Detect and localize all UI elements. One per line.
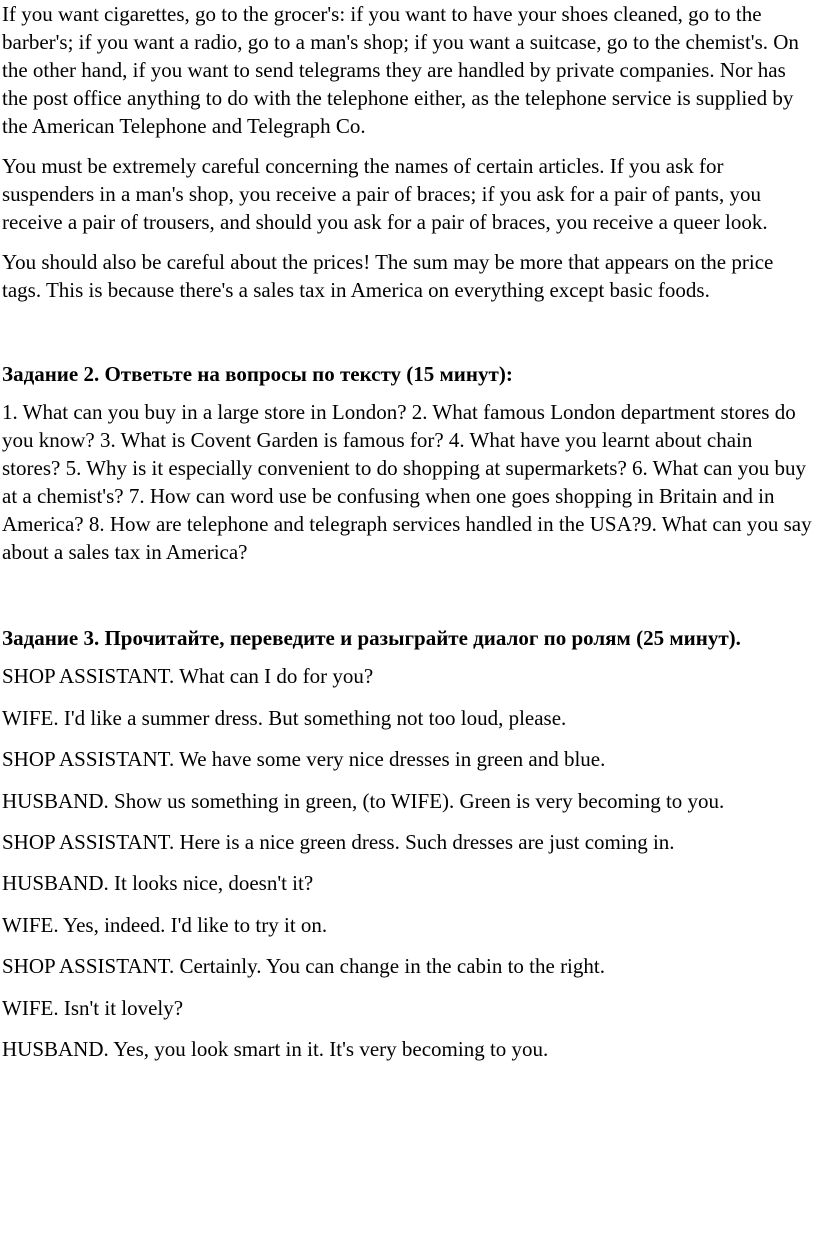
dialog-line: HUSBAND. Show us something in green, (to WIFE). Green is very becoming to you.	[2, 788, 725, 813]
text-paragraph: If you want cigarettes, go to the grocer's: if you want to have your shoes cleaned, go to the barber's; if you want a radio, go to a man's shop; if you want a suitcase, go to the chemist's. On the other hand, if you want to send telegrams they are handled by private companies. Nor has the post office anything to do with the telephone either, as the telephone service is supplied by the American Telephone and Telegraph Co.	[2, 2, 799, 138]
document-page	[2, 0, 814, 1077]
dialog-line: HUSBAND. It looks nice, doesn't it?	[2, 871, 314, 895]
dialog-line: SHOP ASSISTANT. Here is a nice green dress. Such dresses are just coming in.	[2, 829, 675, 854]
dialog-line: SHOP ASSISTANT. We have some very nice dresses in green and blue.	[2, 747, 606, 771]
dialog-line: SHOP ASSISTANT. Certainly. You can change in the cabin to the right.	[2, 954, 605, 978]
dialog-line: WIFE. Yes, indeed. I'd like to try it on.	[2, 912, 328, 937]
task2-questions: 1. What can you buy in a large store in London? 2. What famous London department stores do you know? 3. What is Covent Garden is famous for? 4. What have you learnt about chain stores? 5. Why is it especially convenient to do shopping at supermarkets? 6. What can you buy at a chemist's? 7. How can word use be confusing when one goes shopping in Britain and in America? 8. How are telephone and telegraph services handled in the USA?9. What can you say about a sales tax in America?	[2, 400, 812, 564]
task2-heading: Задание 2. Ответьте на вопросы по тексту (15 минут):	[2, 362, 513, 386]
dialog-line: WIFE. Isn't it lovely?	[2, 995, 184, 1020]
text-paragraph: You should also be careful about the prices! The sum may be more that appears on the price tags. This is because there's a sales tax in America on everything except basic foods.	[2, 250, 774, 302]
dialog-line: WIFE. I'd like a summer dress. But something not too loud, please.	[2, 705, 567, 730]
text-paragraph: You must be extremely careful concerning the names of certain articles. If you ask for suspenders in a man's shop, you receive a pair of braces; if you ask for a pair of pants, you receive a pair of trousers, and should you ask for a pair of braces, you receive a queer look.	[2, 154, 768, 234]
task3-heading: Задание 3. Прочитайте, переведите и разыграйте диалог по ролям (25 минут).	[2, 626, 741, 650]
dialog-line: SHOP ASSISTANT. What can I do for you?	[2, 664, 374, 688]
dialog-line: HUSBAND. Yes, you look smart in it. It's very becoming to you.	[2, 1037, 549, 1061]
dialog	[2, 662, 814, 1063]
